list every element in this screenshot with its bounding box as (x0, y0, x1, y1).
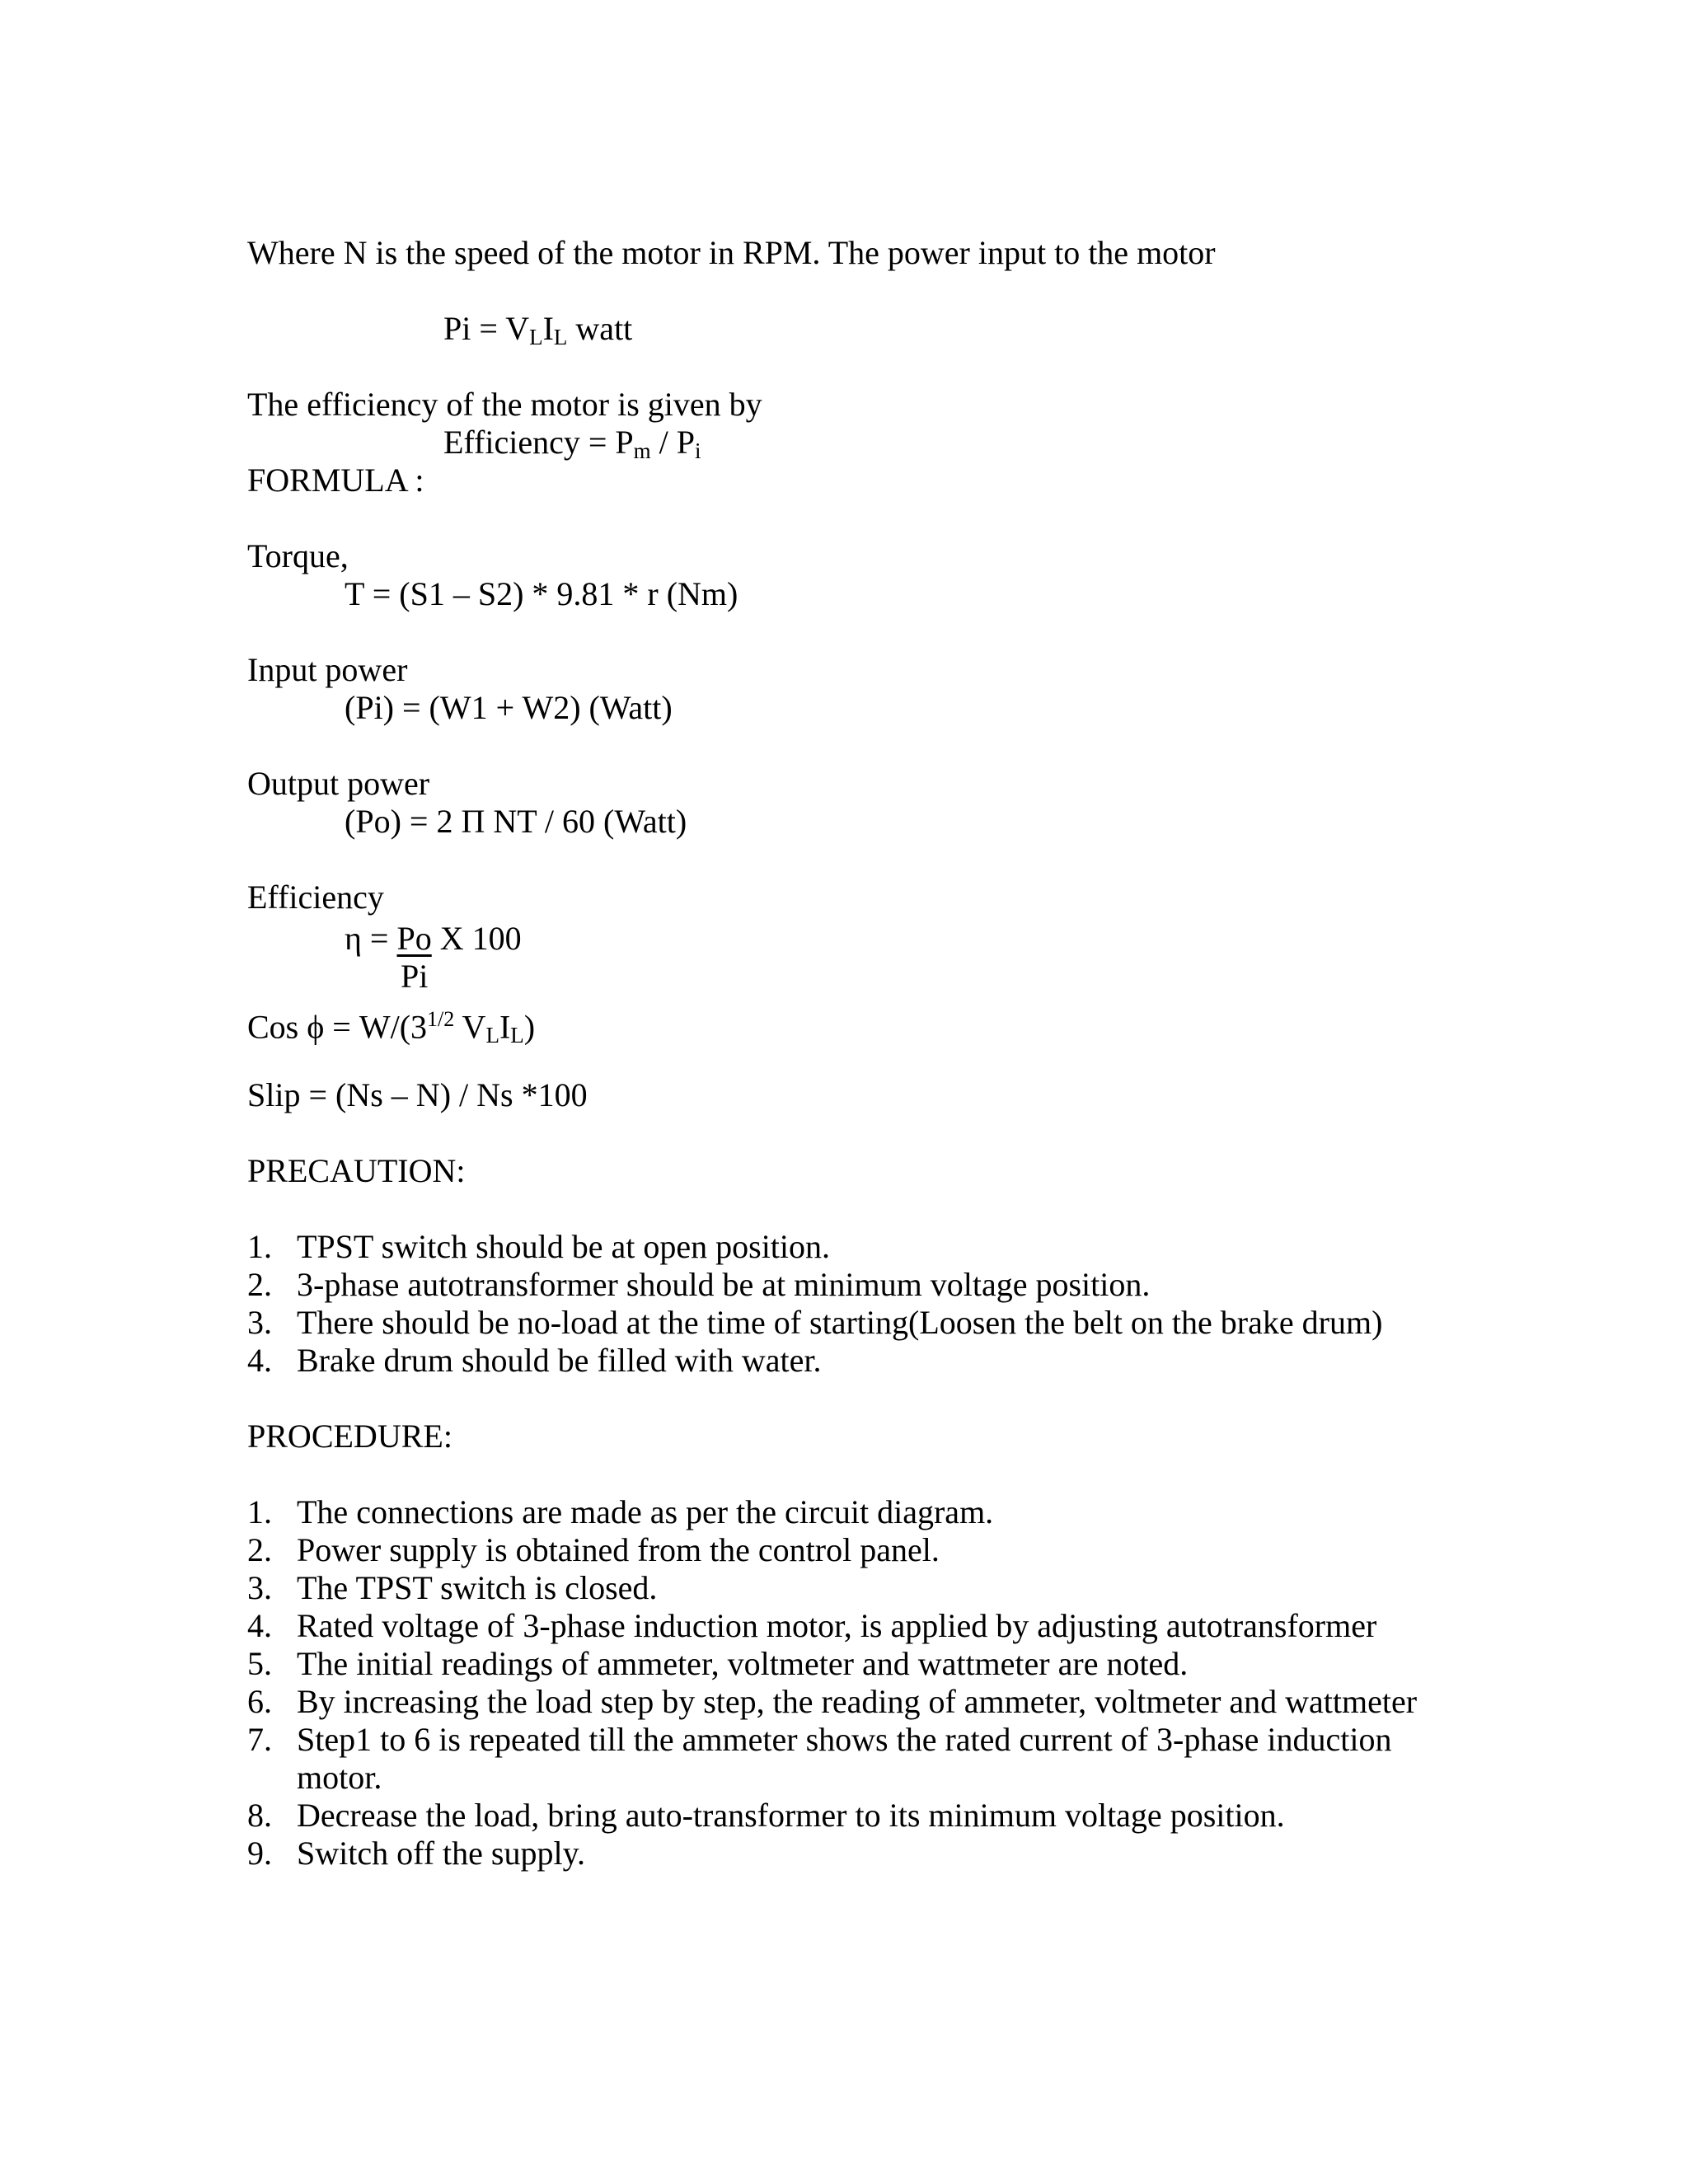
item-text: 3-phase autotransformer should be at minimum voltage position. (297, 1266, 1151, 1303)
eq-numerator: Po (396, 920, 432, 957)
item-number: 3. (247, 1569, 272, 1606)
eq-part: watt (567, 310, 633, 347)
eq-subscript: L (529, 324, 543, 349)
eq-part: Pi = V (443, 310, 530, 347)
eq-part: I (499, 1008, 511, 1046)
input-power-equation: (Pi) = (W1 + W2) (Watt) (345, 689, 673, 726)
eq-subscript: i (695, 438, 701, 463)
eq-part: I (542, 310, 554, 347)
eq-subscript: m (633, 438, 651, 463)
item-number: 1. (247, 1493, 272, 1530)
item-number: 4. (247, 1607, 272, 1644)
item-text: The initial readings of ammeter, voltmeter and wattmeter are noted. (297, 1645, 1189, 1682)
item-number: 5. (247, 1645, 272, 1682)
eq-part: Cos ϕ = W/(3 (247, 1008, 428, 1046)
eq-subscript: L (485, 1023, 499, 1048)
eq-subscript: L (510, 1023, 524, 1048)
eq-part: η = (345, 920, 397, 957)
item-number: 2. (247, 1266, 272, 1303)
item-number: 4. (247, 1342, 272, 1379)
eq-part: Efficiency = P (443, 424, 634, 461)
item-text: Brake drum should be filled with water. (297, 1342, 822, 1379)
efficiency-label: Efficiency (247, 879, 384, 916)
item-text: The connections are made as per the circuit diagram. (297, 1493, 994, 1530)
item-text: Switch off the supply. (297, 1835, 585, 1872)
slip-equation: Slip = (Ns – N) / Ns *100 (247, 1076, 588, 1113)
power-factor-equation (247, 1001, 535, 1054)
item-text: There should be no-load at the time of starting(Loosen the belt on the brake drum) (297, 1304, 1383, 1341)
precaution-heading: PRECAUTION: (247, 1152, 466, 1189)
eq-part: / P (650, 424, 696, 461)
item-text: The TPST switch is closed. (297, 1569, 658, 1606)
eq-subscript: L (553, 324, 568, 349)
input-power-label: Input power (247, 651, 408, 688)
eta-denominator: Pi (401, 958, 429, 995)
output-power-equation: (Po) = 2 Π NT / 60 (Watt) (345, 803, 687, 840)
item-number: 7. (247, 1721, 272, 1758)
torque-label: Torque, (247, 537, 349, 574)
torque-equation: T = (S1 – S2) * 9.81 * r (Nm) (345, 575, 738, 612)
item-number: 6. (247, 1683, 272, 1720)
output-power-label: Output power (247, 765, 430, 802)
procedure-heading: PROCEDURE: (247, 1418, 452, 1455)
item-text: TPST switch should be at open position. (297, 1228, 831, 1265)
efficiency-equation (443, 424, 701, 470)
item-text: Power supply is obtained from the control panel. (297, 1531, 940, 1568)
eta-equation (345, 920, 522, 958)
item-text: Rated voltage of 3-phase induction motor, is applied by adjusting autotransformer (297, 1607, 1377, 1644)
item-number: 8. (247, 1797, 272, 1834)
eq-superscript: 1/2 (427, 1007, 455, 1031)
item-number: 3. (247, 1304, 272, 1341)
eq-part: X 100 (431, 920, 522, 957)
item-text: Step1 to 6 is repeated till the ammeter shows the rated current of 3-phase induction motor. (297, 1721, 1392, 1796)
eq-part: V (454, 1008, 486, 1046)
item-number: 2. (247, 1531, 272, 1568)
eq-part: ) (523, 1008, 536, 1046)
item-text: Decrease the load, bring auto-transformer to its minimum voltage position. (297, 1797, 1285, 1834)
item-number: 1. (247, 1228, 272, 1265)
efficiency-intro: The efficiency of the motor is given by (247, 386, 762, 423)
formula-heading: FORMULA : (247, 462, 424, 499)
intro-line: Where N is the speed of the motor in RPM. The power input to the motor (247, 234, 1216, 271)
power-input-equation (443, 310, 632, 356)
item-text: By increasing the load step by step, the reading of ammeter, voltmeter and wattmeter (297, 1683, 1418, 1720)
item-number: 9. (247, 1835, 272, 1872)
